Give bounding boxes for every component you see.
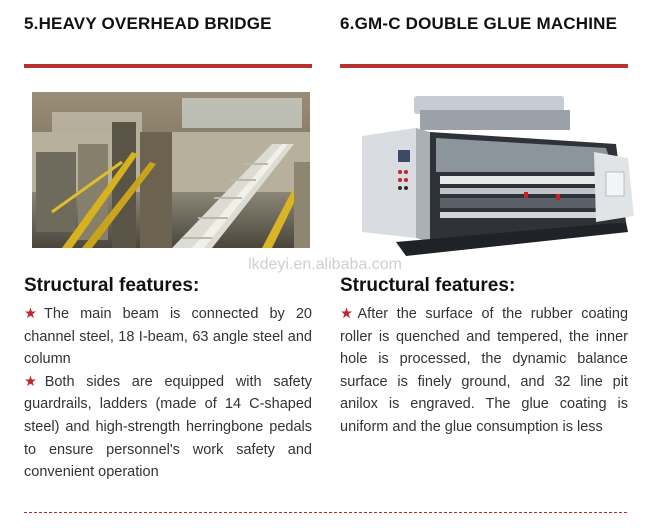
feature-item: ★Both sides are equipped with safety guardrails, ladders (made of 14 C-shaped steel) and high-strength herringbone pedals to ensure personnel's work safety and convenient operation <box>24 373 313 481</box>
star-icon: ★ <box>24 373 45 390</box>
star-icon: ★ <box>24 306 45 322</box>
bottom-dashed-divider <box>24 512 627 513</box>
star-icon: ★ <box>340 306 358 322</box>
structural-features-heading: Structural features: <box>340 275 516 296</box>
double-glue-machine-photo <box>356 92 636 262</box>
title-underline <box>24 64 312 68</box>
title-underline <box>340 64 628 68</box>
features-text <box>340 303 628 439</box>
section-title-glue-machine: 6.GM-C DOUBLE GLUE MACHINE <box>340 14 618 33</box>
watermark: lkdeyi.en.alibaba.com <box>248 256 402 273</box>
structural-features-heading: Structural features: <box>24 275 200 296</box>
overhead-bridge-photo <box>32 92 310 248</box>
features-text <box>24 303 312 484</box>
feature-item: ★After the surface of the rubber coating roller is quenched and tempered, the inner hole is processed, the dynamic balance surface is finely ground, and 32 line pit anilox is engraved. The glue coating is uniform and the glue consumption is less <box>340 306 629 435</box>
feature-item: ★The main beam is connected by 20 channel steel, 18 I-beam, 63 angle steel and column <box>24 306 312 368</box>
section-title-overhead-bridge: 5.HEAVY OVERHEAD BRIDGE <box>24 14 272 33</box>
